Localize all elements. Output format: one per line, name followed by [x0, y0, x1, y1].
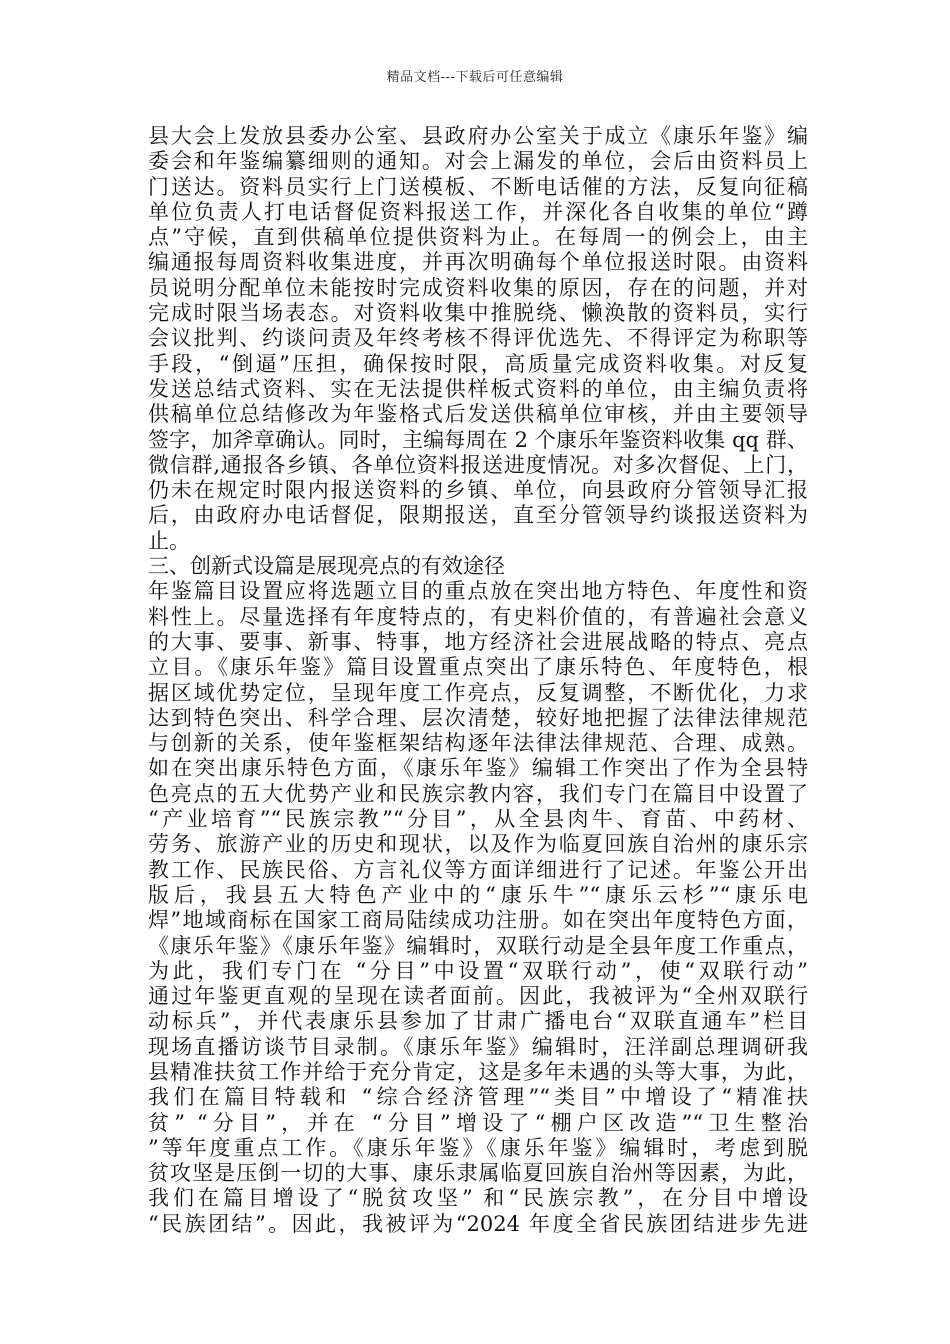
text-line: 手段，“倒逼”压担，确保按时限，高质量完成资料收集。对反复	[148, 351, 808, 376]
text-line: 会议批判、约谈问责及年终考核不得评优选先、不得评定为称职等	[148, 326, 808, 351]
text-line: 如在突出康乐特色方面，《康乐年鉴》编辑工作突出了作为全县特	[148, 756, 808, 781]
text-line: 焊”地域商标在国家工商局陆续成功注册。如在突出年度特色方面，	[148, 908, 808, 933]
text-line: 料性上。尽量选择有年度特点的，有史料价值的，有普遍社会意义	[148, 604, 808, 629]
text-line: 现场直播访谈节目录制。《康乐年鉴》编辑时，汪洋副总理调研我	[148, 1034, 808, 1059]
section-heading: 三、创新式设篇是展现亮点的有效途径	[148, 554, 505, 579]
text-line: 编通报每周资料收集进度，并再次明确每个单位报送时限。由资料	[148, 250, 808, 275]
text-line: 版后，我县五大特色产业中的“康乐牛”“康乐云杉”“康乐电	[148, 882, 808, 907]
text-line: 发送总结式资料、实在无法提供样板式资料的单位，由主编负责将	[148, 376, 808, 401]
text-line: 贫” “分目”，并在 “分目”增设了“棚户区改造”“卫生整治	[148, 1110, 808, 1135]
text-line: 据区域优势定位，呈现年度工作亮点，反复调整，不断优化，力求	[148, 680, 808, 705]
text-line: 年鉴篇目设置应将选题立目的重点放在突出地方特色、年度性和资	[148, 579, 808, 604]
text-line: 与创新的关系，使年鉴框架结构逐年法律法律规范、合理、成熟。	[148, 731, 808, 756]
text-line: 达到特色突出、科学合理、层次清楚，较好地把握了法律法律规范	[148, 705, 808, 730]
text-line: “民族团结”。因此，我被评为“2024 年度全省民族团结进步先进	[148, 1211, 808, 1236]
text-line: 门送达。资料员实行上门送模板、不断电话催的方法，反复向征稿	[148, 174, 808, 199]
text-line: 我们在篇目增设了“脱贫攻坚” 和“民族宗教”，在分目中增设	[148, 1186, 808, 1211]
text-line: 仍未在规定时限内报送资料的乡镇、单位，向县政府分管领导汇报	[148, 478, 808, 503]
page-header: 精品文档---下载后可任意编辑	[386, 70, 564, 85]
text-line: 后，由政府办电话督促，限期报送，直至分管领导约谈报送资料为	[148, 503, 808, 528]
text-line: 的大事、要事、新事、特事，地方经济社会进展战略的特点、亮点	[148, 629, 808, 654]
text-line: 立目。《康乐年鉴》篇目设置重点突出了康乐特色、年度特色，根	[148, 655, 808, 680]
text-line: 供稿单位总结修改为年鉴格式后发送供稿单位审核，并由主要领导	[148, 402, 808, 427]
text-line: 点”守候，直到供稿单位提供资料为止。在每周一的例会上，由主	[148, 225, 808, 250]
text-line: 单位负责人打电话督促资料报送工作，并深化各自收集的单位“蹲	[148, 199, 808, 224]
text-line: 《康乐年鉴》《康乐年鉴》编辑时，双联行动是全县年度工作重点，	[148, 933, 808, 958]
text-line: 贫攻坚是压倒一切的大事、康乐隶属临夏回族自治州等因素，为此，	[148, 1161, 808, 1186]
text-line: 县精准扶贫工作并给于充分肯定，这是多年未遇的头等大事，为此，	[148, 1059, 808, 1084]
text-line: 县大会上发放县委办公室、县政府办公室关于成立《康乐年鉴》编	[148, 124, 808, 148]
text-line: 员说明分配单位未能按时完成资料收集的原因，存在的问题，并对	[148, 275, 808, 300]
text-line: 通过年鉴更直观的呈现在读者面前。因此，我被评为“全州双联行	[148, 984, 808, 1009]
text-line: 色亮点的五大优势产业和民族宗教内容，我们专门在篇目中设置了	[148, 781, 808, 806]
text-line: ”等年度重点工作。《康乐年鉴》《康乐年鉴》编辑时，考虑到脱	[148, 1135, 808, 1160]
text-line: 劳务、旅游产业的历史和现状，以及作为临夏回族自治州的康乐宗	[148, 832, 808, 857]
text-line: 委会和年鉴编纂细则的通知。对会上漏发的单位，会后由资料员上	[148, 149, 808, 174]
text-line: “产业培育”“民族宗教”“分目”，从全县肉牛、育苗、中药材、	[148, 807, 808, 832]
text-line: 签字，加斧章确认。同时，主编每周在 2 个康乐年鉴资料收集 qq 群、	[148, 427, 808, 452]
text-line: 动标兵”，并代表康乐县参加了甘肃广播电台“双联直通车”栏目	[148, 1009, 808, 1034]
text-line: 为此，我们专门在 “分目”中设置“双联行动”，使“双联行动”	[148, 958, 808, 983]
text-line: 教工作、民族民俗、方言礼仪等方面详细进行了记述。年鉴公开出	[148, 857, 808, 882]
text-line: 微信群,通报各乡镇、各单位资料报送进度情况。对多次督促、上门，	[148, 452, 808, 477]
text-line: 止。	[148, 528, 190, 553]
text-line: 完成时限当场表态。对资料收集中推脱绕、懒涣散的资料员，实行	[148, 301, 808, 326]
body-text	[148, 124, 808, 1237]
text-line: 我们在篇目特载和 “综合经济管理”“类目”中增设了“精准扶	[148, 1085, 808, 1110]
